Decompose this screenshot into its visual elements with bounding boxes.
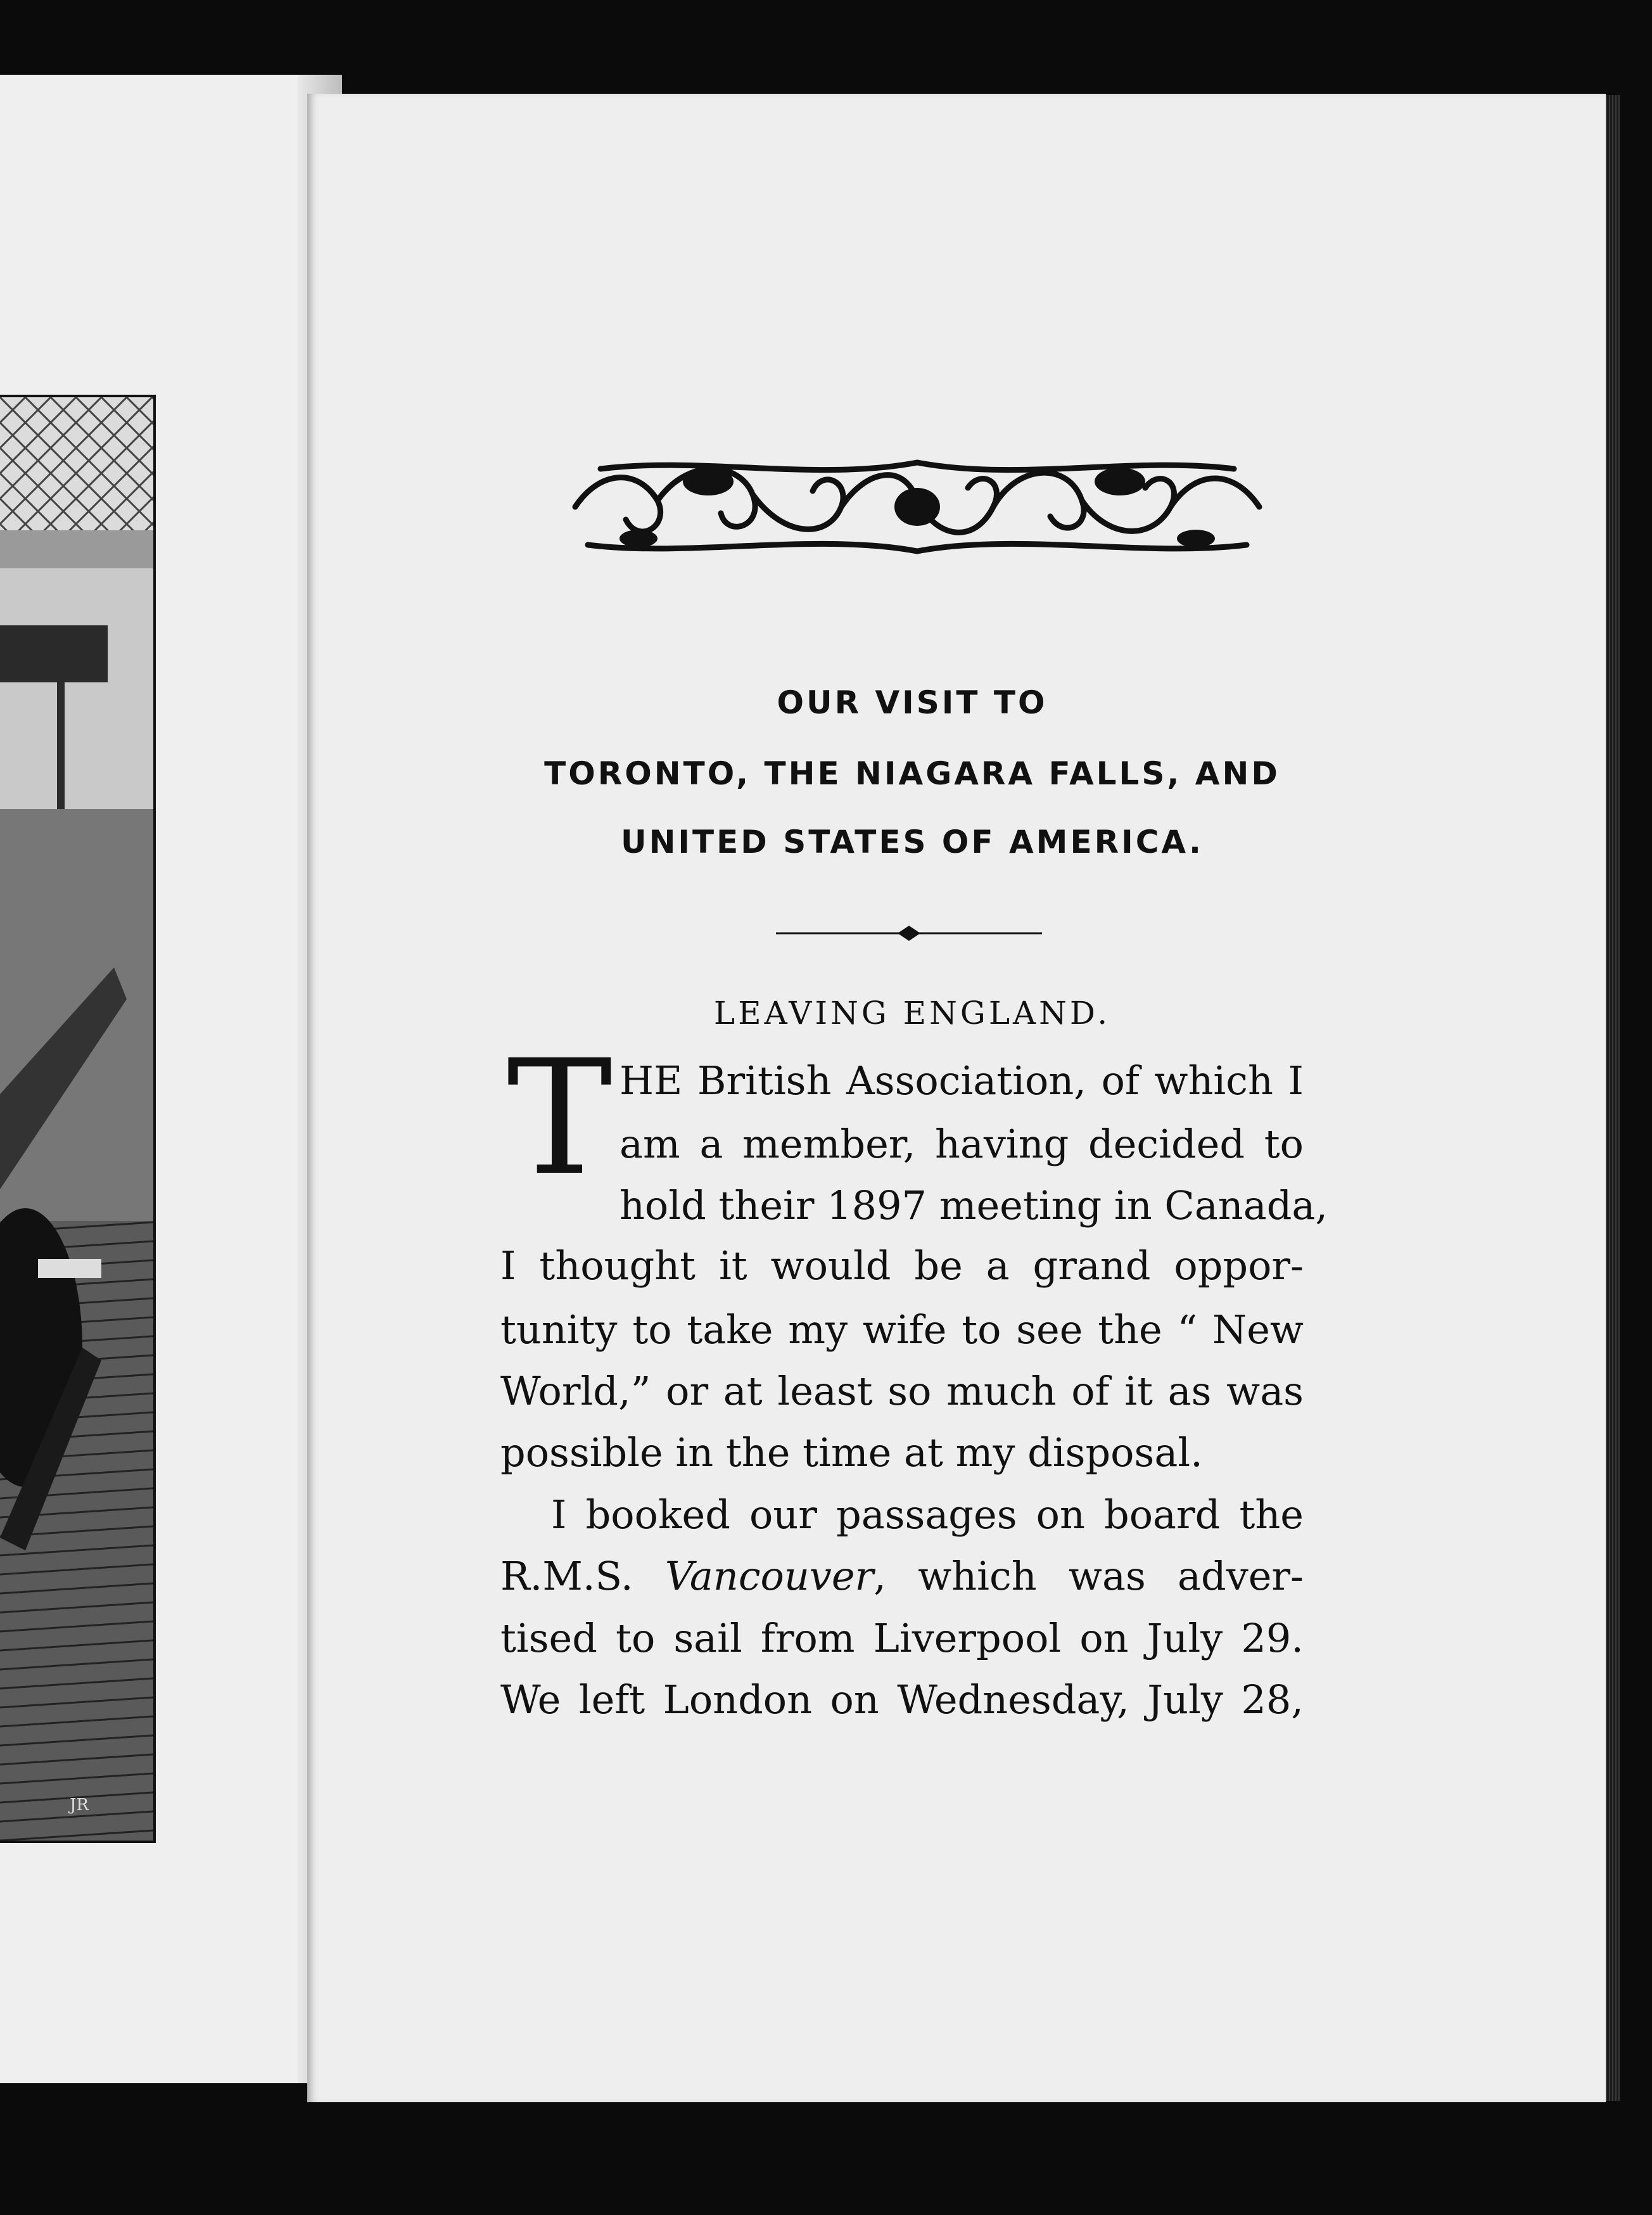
- heading-line-3: UNITED STATES OF AMERICA.: [620, 824, 1204, 860]
- text-line: possible in the time at my disposal.: [500, 1429, 1203, 1476]
- heading-line-1: OUR VISIT TO: [777, 684, 1048, 721]
- text-line: I thought it would be a grand oppor-: [500, 1242, 1304, 1289]
- text-line: hold their 1897 meeting in Canada,: [620, 1182, 1328, 1229]
- page-edge: [1606, 95, 1620, 2101]
- text-line: am a member, having decided to: [620, 1121, 1304, 1167]
- text-line: tunity to take my wife to see the “ New: [500, 1306, 1304, 1353]
- heading-line-2: TORONTO, THE NIAGARA FALLS, AND: [544, 755, 1280, 792]
- text-line: HE British Association, of which I: [620, 1057, 1304, 1104]
- scroll-ornament: [562, 444, 1272, 573]
- text-line: I booked our passages on board the: [551, 1491, 1304, 1538]
- svg-text:JR: JR: [70, 1796, 89, 1815]
- ship-suffix: , which was adver-: [874, 1553, 1304, 1599]
- ship-prefix: R.M.S.: [500, 1553, 633, 1599]
- drop-cap: T: [507, 1026, 613, 1210]
- left-page: [0, 75, 342, 2083]
- text-line: We left London on Wednesday, July 28,: [500, 1676, 1304, 1723]
- text-line: tised to sail from Liverpool on July 29.: [500, 1615, 1304, 1661]
- photo-plate: [0, 395, 156, 1843]
- ship-name: Vancouver: [664, 1553, 874, 1599]
- divider-rule: [776, 924, 1042, 943]
- text-line: World,” or at least so much of it as was: [500, 1368, 1304, 1414]
- section-title: LEAVING ENGLAND.: [713, 995, 1111, 1031]
- photo-plate-image: [0, 397, 153, 1841]
- text-line: [500, 1553, 1304, 1599]
